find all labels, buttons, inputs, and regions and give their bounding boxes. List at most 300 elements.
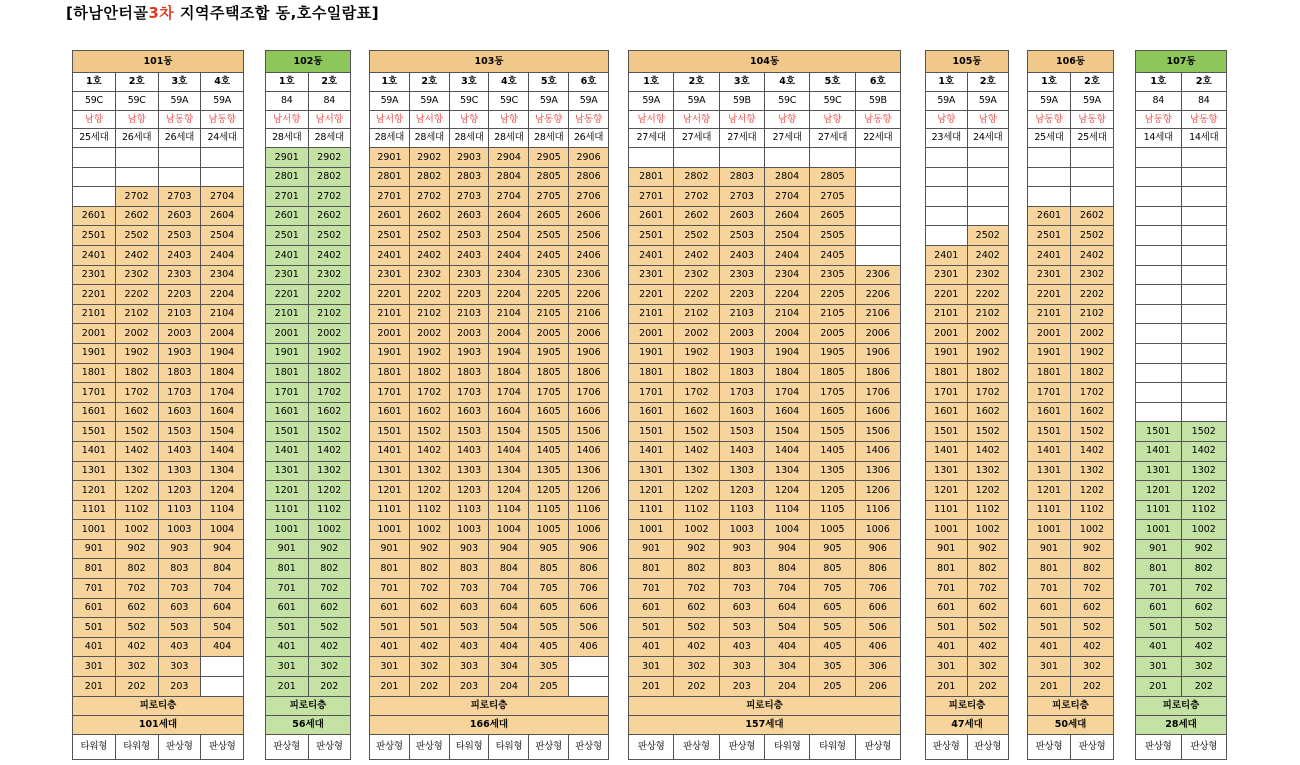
unit-cell: 502 [115,618,158,638]
unit-cell: 804 [489,559,529,579]
building-style: 판상형 [674,734,719,759]
unit-cell: 903 [158,539,201,559]
unit-cell: 703 [449,579,489,599]
unit-cell: 2704 [201,187,244,207]
unit-cell: 2002 [674,324,719,344]
unit-cell: 2301 [73,265,116,285]
unit-cell: 1706 [855,383,900,403]
household-count: 28세대 [489,129,529,148]
empty-cell [926,206,968,226]
unit-cell: 2506 [569,226,609,246]
unit-cell: 1802 [308,363,351,383]
unit-type: 84 [1136,92,1182,111]
unit-cell: 2402 [308,245,351,265]
unit-cell: 1802 [409,363,449,383]
empty-cell [1181,226,1227,246]
unit-cell: 1104 [489,500,529,520]
unit-cell: 303 [158,657,201,677]
ho-label: 5호 [810,73,855,92]
unit-cell: 1302 [1071,461,1114,481]
unit-cell: 701 [926,579,968,599]
empty-cell [569,657,609,677]
household-count: 26세대 [569,129,609,148]
unit-cell: 1101 [266,500,309,520]
empty-cell [1071,187,1114,207]
unit-cell: 2104 [764,304,809,324]
unit-cell: 2202 [115,285,158,305]
unit-cell: 1101 [73,500,116,520]
direction-label: 남서향 [266,111,309,129]
unit-cell: 1301 [926,461,968,481]
unit-cell: 2904 [489,148,529,168]
building-table-5 [925,50,1009,760]
unit-cell: 2804 [489,167,529,187]
ho-label: 6호 [855,73,900,92]
unit-cell: 702 [674,579,719,599]
unit-cell: 2701 [370,187,410,207]
unit-cell: 1702 [115,383,158,403]
direction-label: 남서향 [719,111,764,129]
building-name: 104동 [629,51,901,73]
empty-cell [1181,167,1227,187]
unit-cell: 2503 [158,226,201,246]
unit-cell: 2101 [629,304,674,324]
unit-cell: 2002 [115,324,158,344]
empty-cell [1181,285,1227,305]
unit-cell: 604 [764,598,809,618]
unit-cell: 203 [158,677,201,697]
unit-cell: 1505 [529,422,569,442]
unit-cell: 1206 [855,481,900,501]
unit-cell: 803 [449,559,489,579]
unit-cell: 504 [489,618,529,638]
unit-cell: 602 [674,598,719,618]
unit-cell: 2602 [1071,206,1114,226]
unit-cell: 401 [266,637,309,657]
empty-cell [855,187,900,207]
direction-label: 남동향 [1136,111,1182,129]
unit-cell: 604 [201,598,244,618]
household-count: 22세대 [855,129,900,148]
unit-cell: 2705 [529,187,569,207]
unit-cell: 1902 [409,343,449,363]
building-name: 101동 [73,51,244,73]
unit-cell: 702 [967,579,1009,599]
empty-cell [569,677,609,697]
unit-cell: 1001 [926,520,968,540]
unit-cell: 2005 [810,324,855,344]
unit-cell: 702 [115,579,158,599]
unit-cell: 1201 [926,481,968,501]
unit-cell: 1901 [370,343,410,363]
unit-cell: 1003 [158,520,201,540]
unit-cell: 2802 [409,167,449,187]
unit-cell: 301 [1136,657,1182,677]
unit-cell: 304 [764,657,809,677]
unit-cell: 902 [409,539,449,559]
unit-cell: 802 [409,559,449,579]
building-style: 판상형 [370,734,410,759]
unit-cell: 202 [115,677,158,697]
unit-cell: 1903 [449,343,489,363]
unit-cell: 1104 [201,500,244,520]
unit-cell: 1901 [629,343,674,363]
unit-cell: 2603 [719,206,764,226]
household-count: 28세대 [529,129,569,148]
unit-cell: 1804 [201,363,244,383]
unit-cell: 1202 [1071,481,1114,501]
empty-cell [967,206,1009,226]
total-households: 47세대 [926,715,1009,734]
unit-cell: 1106 [855,500,900,520]
unit-cell: 2804 [764,167,809,187]
unit-cell: 1702 [1071,383,1114,403]
unit-cell: 803 [719,559,764,579]
unit-cell: 1205 [810,481,855,501]
unit-cell: 404 [489,637,529,657]
building-style: 판상형 [719,734,764,759]
unit-type: 59C [73,92,116,111]
empty-cell [1028,148,1071,168]
empty-cell [1136,167,1182,187]
building-table-4 [628,50,901,760]
unit-cell: 1304 [764,461,809,481]
unit-cell: 1104 [764,500,809,520]
unit-cell: 401 [1028,637,1071,657]
empty-cell [73,187,116,207]
unit-cell: 1501 [926,422,968,442]
household-count: 23세대 [926,129,968,148]
unit-cell: 2901 [266,148,309,168]
unit-cell: 305 [529,657,569,677]
unit-cell: 801 [370,559,410,579]
ho-label: 4호 [489,73,529,92]
direction-label: 남동향 [1071,111,1114,129]
unit-cell: 701 [629,579,674,599]
unit-cell: 201 [629,677,674,697]
unit-type: 84 [1181,92,1227,111]
unit-cell: 1504 [489,422,529,442]
unit-cell: 1002 [115,520,158,540]
unit-cell: 1002 [409,520,449,540]
unit-cell: 2505 [529,226,569,246]
unit-cell: 704 [489,579,529,599]
unit-cell: 1306 [569,461,609,481]
unit-cell: 701 [1028,579,1071,599]
unit-cell: 1406 [569,441,609,461]
unit-cell: 2505 [810,226,855,246]
unit-cell: 202 [308,677,351,697]
empty-cell [1136,383,1182,403]
unit-cell: 1002 [967,520,1009,540]
unit-cell: 2503 [449,226,489,246]
unit-cell: 502 [674,618,719,638]
building-style: 판상형 [201,734,244,759]
unit-cell: 1502 [308,422,351,442]
unit-cell: 302 [967,657,1009,677]
unit-cell: 2905 [529,148,569,168]
empty-cell [1181,304,1227,324]
unit-cell: 803 [158,559,201,579]
piloti-label: 피로티층 [370,696,609,715]
unit-cell: 1004 [201,520,244,540]
unit-cell: 2502 [967,226,1009,246]
unit-cell: 1203 [719,481,764,501]
empty-cell [855,148,900,168]
unit-cell: 1103 [449,500,489,520]
unit-cell: 1002 [308,520,351,540]
unit-cell: 1601 [1028,402,1071,422]
unit-cell: 2002 [409,324,449,344]
empty-cell [1181,206,1227,226]
household-count: 25세대 [73,129,116,148]
unit-cell: 2501 [73,226,116,246]
unit-cell: 1502 [1071,422,1114,442]
unit-cell: 1405 [529,441,569,461]
unit-cell: 806 [855,559,900,579]
unit-cell: 902 [308,539,351,559]
piloti-label: 피로티층 [629,696,901,715]
unit-cell: 1201 [629,481,674,501]
household-count: 27세대 [674,129,719,148]
unit-cell: 602 [967,598,1009,618]
empty-cell [1136,324,1182,344]
unit-cell: 302 [308,657,351,677]
unit-cell: 906 [569,539,609,559]
unit-cell: 1202 [308,481,351,501]
unit-cell: 406 [569,637,609,657]
unit-cell: 2206 [569,285,609,305]
unit-cell: 703 [719,579,764,599]
unit-cell: 302 [674,657,719,677]
building-name: 107동 [1136,51,1227,73]
unit-cell: 2704 [489,187,529,207]
unit-cell: 603 [449,598,489,618]
unit-cell: 2004 [764,324,809,344]
unit-cell: 505 [810,618,855,638]
unit-cell: 2802 [674,167,719,187]
unit-cell: 2101 [926,304,968,324]
unit-cell: 1506 [569,422,609,442]
unit-cell: 1006 [569,520,609,540]
unit-cell: 802 [115,559,158,579]
unit-cell: 2502 [1071,226,1114,246]
direction-label: 남서향 [629,111,674,129]
unit-cell: 401 [1136,637,1182,657]
unit-cell: 1201 [1028,481,1071,501]
empty-cell [855,226,900,246]
unit-cell: 501 [1136,618,1182,638]
unit-cell: 1702 [674,383,719,403]
unit-cell: 1501 [370,422,410,442]
unit-cell: 1901 [926,343,968,363]
unit-cell: 2605 [810,206,855,226]
unit-cell: 2403 [158,245,201,265]
household-count: 26세대 [115,129,158,148]
unit-cell: 2003 [449,324,489,344]
unit-cell: 402 [674,637,719,657]
unit-cell: 802 [674,559,719,579]
unit-cell: 2801 [370,167,410,187]
unit-cell: 1402 [115,441,158,461]
unit-cell: 202 [1071,677,1114,697]
unit-cell: 702 [1071,579,1114,599]
unit-cell: 1903 [158,343,201,363]
direction-label: 남동향 [201,111,244,129]
unit-cell: 403 [719,637,764,657]
unit-cell: 1102 [409,500,449,520]
unit-cell: 1505 [810,422,855,442]
unit-cell: 1703 [719,383,764,403]
unit-cell: 501 [266,618,309,638]
unit-cell: 1304 [489,461,529,481]
unit-cell: 302 [1071,657,1114,677]
unit-cell: 2401 [73,245,116,265]
unit-cell: 202 [409,677,449,697]
unit-cell: 2002 [967,324,1009,344]
unit-cell: 1202 [1181,481,1227,501]
unit-cell: 2602 [409,206,449,226]
unit-type: 59B [719,92,764,111]
unit-cell: 2602 [674,206,719,226]
unit-cell: 2504 [201,226,244,246]
unit-cell: 2201 [73,285,116,305]
unit-cell: 602 [1071,598,1114,618]
unit-cell: 402 [967,637,1009,657]
unit-cell: 202 [674,677,719,697]
direction-label: 남동향 [1028,111,1071,129]
empty-cell [1136,402,1182,422]
unit-cell: 1101 [370,500,410,520]
unit-cell: 1904 [764,343,809,363]
unit-cell: 2001 [629,324,674,344]
piloti-label: 피로티층 [926,696,1009,715]
unit-cell: 2502 [674,226,719,246]
unit-cell: 2106 [855,304,900,324]
unit-cell: 2204 [764,285,809,305]
unit-cell: 901 [266,539,309,559]
unit-cell: 1001 [266,520,309,540]
direction-label: 남동향 [529,111,569,129]
unit-cell: 1605 [810,402,855,422]
unit-cell: 1702 [308,383,351,403]
unit-cell: 1802 [967,363,1009,383]
unit-cell: 704 [201,579,244,599]
unit-cell: 1302 [115,461,158,481]
unit-cell: 1606 [855,402,900,422]
unit-cell: 1801 [629,363,674,383]
unit-cell: 2002 [1071,324,1114,344]
unit-cell: 801 [1028,559,1071,579]
unit-cell: 1902 [1071,343,1114,363]
unit-cell: 1405 [810,441,855,461]
unit-cell: 2005 [529,324,569,344]
unit-cell: 2301 [629,265,674,285]
unit-type: 59A [629,92,674,111]
unit-cell: 1601 [629,402,674,422]
unit-cell: 2803 [449,167,489,187]
unit-cell: 2601 [266,206,309,226]
unit-cell: 2004 [201,324,244,344]
unit-cell: 505 [529,618,569,638]
empty-cell [855,167,900,187]
unit-cell: 601 [73,598,116,618]
empty-cell [1136,285,1182,305]
unit-cell: 2501 [1028,226,1071,246]
unit-cell: 2104 [489,304,529,324]
empty-cell [1181,148,1227,168]
unit-cell: 506 [855,618,900,638]
ho-label: 1호 [1136,73,1182,92]
unit-cell: 1704 [764,383,809,403]
unit-cell: 602 [308,598,351,618]
unit-cell: 1604 [201,402,244,422]
unit-cell: 301 [926,657,968,677]
unit-cell: 1801 [73,363,116,383]
unit-cell: 2306 [855,265,900,285]
unit-cell: 1002 [1071,520,1114,540]
empty-cell [73,148,116,168]
total-households: 50세대 [1028,715,1114,734]
unit-cell: 705 [810,579,855,599]
unit-cell: 905 [529,539,569,559]
unit-cell: 1301 [1028,461,1071,481]
building-style: 판상형 [629,734,674,759]
piloti-label: 피로티층 [1136,696,1227,715]
direction-label: 남향 [73,111,116,129]
unit-cell: 804 [764,559,809,579]
unit-cell: 603 [719,598,764,618]
unit-cell: 2402 [115,245,158,265]
unit-cell: 2001 [370,324,410,344]
unit-cell: 606 [569,598,609,618]
piloti-label: 피로티층 [1028,696,1114,715]
unit-cell: 1502 [967,422,1009,442]
building-style: 판상형 [1071,734,1114,759]
unit-cell: 403 [158,637,201,657]
ho-label: 2호 [308,73,351,92]
unit-cell: 1601 [370,402,410,422]
unit-cell: 205 [529,677,569,697]
unit-cell: 1902 [967,343,1009,363]
unit-cell: 1106 [569,500,609,520]
unit-cell: 902 [674,539,719,559]
unit-cell: 2304 [489,265,529,285]
unit-type: 59A [674,92,719,111]
unit-cell: 1801 [926,363,968,383]
unit-cell: 1501 [266,422,309,442]
unit-cell: 1004 [764,520,809,540]
ho-label: 2호 [1071,73,1114,92]
unit-cell: 1802 [674,363,719,383]
unit-cell: 1503 [158,422,201,442]
empty-cell [115,167,158,187]
household-count: 27세대 [719,129,764,148]
unit-cell: 2102 [409,304,449,324]
unit-cell: 302 [115,657,158,677]
empty-cell [629,148,674,168]
unit-cell: 2304 [764,265,809,285]
unit-cell: 404 [201,637,244,657]
building-style: 타워형 [115,734,158,759]
unit-cell: 1802 [115,363,158,383]
unit-cell: 1202 [674,481,719,501]
unit-cell: 1606 [569,402,609,422]
unit-cell: 2604 [489,206,529,226]
empty-cell [1181,343,1227,363]
unit-cell: 2103 [158,304,201,324]
unit-type: 59C [764,92,809,111]
